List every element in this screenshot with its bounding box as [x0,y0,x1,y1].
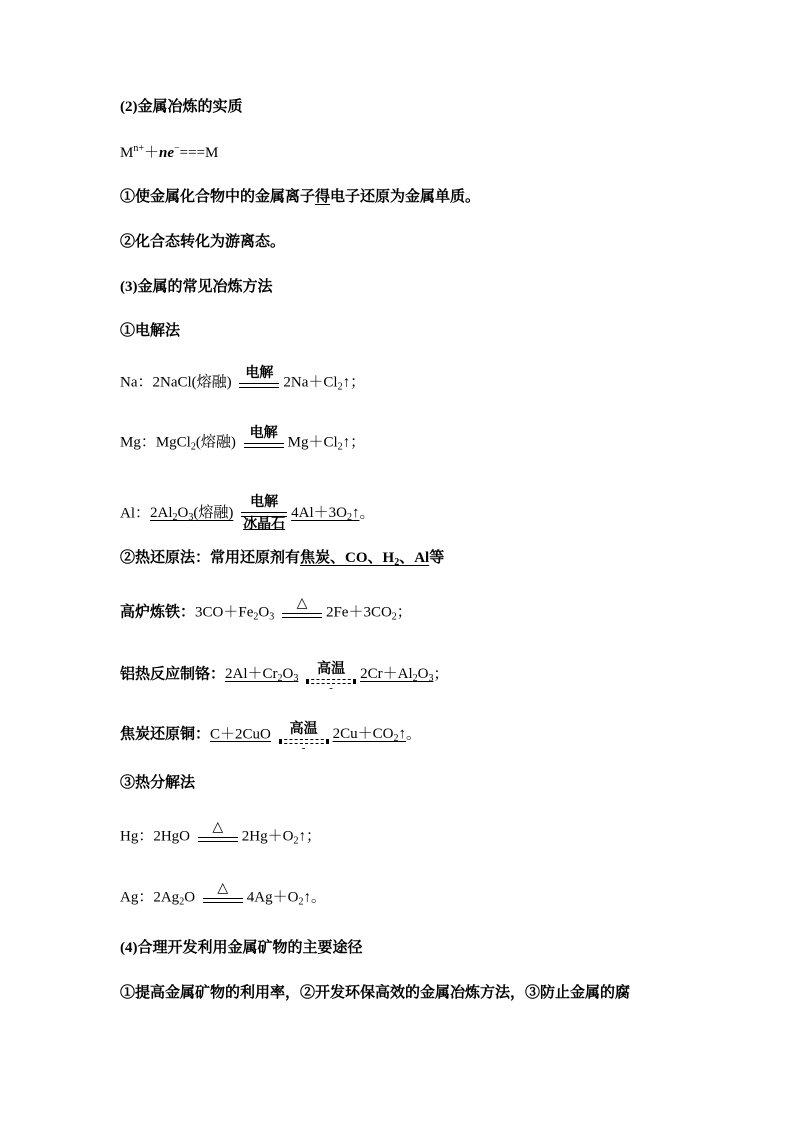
condition-heat: △ [203,881,243,903]
condition-electrolysis-cryolite: 电解 冰晶石 [243,495,286,532]
equation-ag: Ag：$2Ag_2O$ △ $4Ag+O_2↑$。 [120,881,326,908]
method-2-title: ②热还原法：常用还原剂有焦炭、CO、$H_2$、Al等 [120,550,445,568]
method-1-title: ①电解法 [120,323,181,339]
equation-na: Na：2NaCl(熔融) 电解 $2Na+Cl_2↑$； [120,366,366,393]
condition-high-temp: 高温 - [279,722,329,752]
equation-al: Al：$2Al_2O_3$(熔融) 电解 冰晶石 $4Al+3O_2↑$。 [120,495,375,532]
section-3-title: (3)金属的常见冶炼方法 [120,279,273,295]
essence-point-2: ②化合态转化为游离态。 [120,234,286,250]
essence-point-1: ①使金属化合物中的金属离子得电子还原为金属单质。 [120,189,481,205]
section-2-title: (2)金属冶炼的实质 [120,99,243,115]
equation-hg: Hg：2HgO △ $2Hg+O_2↑$； [120,820,321,847]
equation-mg: Mg：MgCl$_2$(熔融) 电解 $Mg+Cl_2↑$； [120,426,366,453]
equation-fe: 高炉炼铁：$3CO+Fe_2O_3$ △ $2Fe+3CO_2$； [120,596,412,623]
condition-electrolysis: 电解 [244,426,284,448]
equation-cu: 焦炭还原铜：C＋2CuO 高温 - $2Cu+CO_2↑$。 [120,722,421,754]
condition-heat: △ [198,820,238,842]
section-4-text: ①提高金属矿物的利用率，②开发环保高效的金属冶炼方法，③防止金属的腐 [120,985,631,1001]
condition-heat: △ [282,596,322,618]
equation-cr: 铝热反应制铬：$2Al+Cr_2O_3$ 高温 - $2Cr+Al_2O_3$； [120,662,449,694]
method-3-title: ③热分解法 [120,775,196,791]
section-4-title: (4)合理开发利用金属矿物的主要途径 [120,940,363,956]
condition-high-temp: 高温 - [306,662,356,692]
essence-equation: $M^{n+}+ne^-===M$ [120,143,219,161]
condition-electrolysis: 电解 [239,366,279,388]
